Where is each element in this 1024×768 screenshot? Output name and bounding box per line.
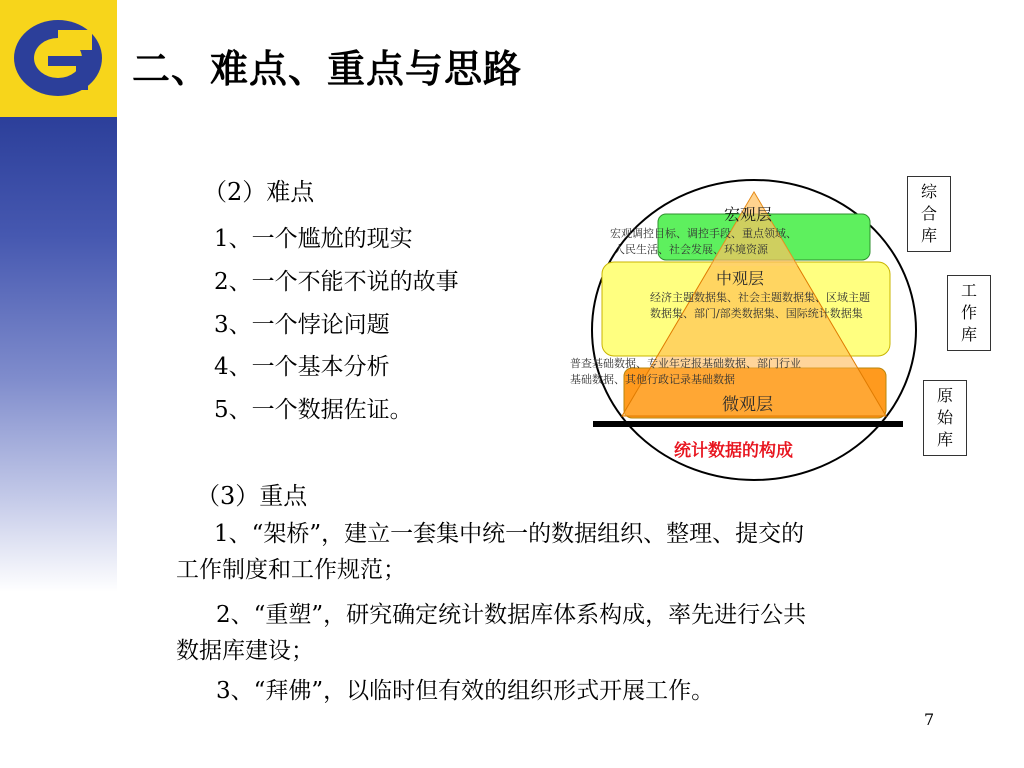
box-char: 库 [960, 325, 977, 344]
difficulty-item: 5、一个数据佐证。 [214, 397, 413, 423]
comprehensive-db-box [907, 176, 951, 252]
page-number: 7 [924, 710, 935, 729]
box-char: 原 [936, 386, 953, 405]
meso-layer-desc-line2: 数据集、部门/部类数据集、国际统计数据集 [650, 307, 863, 320]
box-char: 库 [936, 430, 953, 449]
box-char: 始 [936, 408, 953, 427]
working-db-box [947, 275, 991, 351]
box-char: 综 [920, 182, 937, 201]
diagram-caption: 统计数据的构成 [674, 441, 793, 461]
box-char: 工 [960, 281, 977, 300]
micro-layer-desc-line2: 基础数据、其他行政记录基础数据 [570, 373, 735, 386]
logo-panel [0, 0, 117, 117]
macro-layer-label: 宏观层 [724, 205, 773, 224]
difficulty-item: 3、一个悖论问题 [214, 312, 390, 338]
difficulty-item: 1、一个尴尬的现实 [214, 226, 413, 252]
keypoint-2-line2: 数据库建设； [176, 638, 314, 664]
difficulty-item: 2、一个不能不说的故事 [214, 269, 459, 295]
logo-icon [0, 0, 117, 117]
meso-layer-label: 中观层 [716, 269, 765, 288]
macro-layer-desc-line1: 宏观调控目标、调控手段、重点领域、 [610, 227, 797, 240]
micro-layer-desc-line1: 普查基础数据、专业年定报基础数据、部门行业 [570, 357, 801, 370]
sidebar-gradient-stripe [0, 117, 117, 592]
page-title: 二、难点、重点与思路 [132, 46, 523, 91]
keypoints-heading: （3）重点 [196, 482, 308, 510]
macro-layer-desc-line2: 人民生活、社会发展、环境资源 [614, 243, 768, 256]
keypoint-1-line1: 1、“架桥”，建立一套集中统一的数据组织、整理、提交的 [214, 521, 805, 547]
difficulty-item: 4、一个基本分析 [214, 354, 390, 380]
meso-layer-desc-line1: 经济主题数据集、社会主题数据集、区域主题 [650, 291, 870, 304]
keypoint-2-line1: 2、“重塑”，研究确定统计数据库体系构成，率先进行公共 [216, 602, 807, 628]
original-db-box [923, 380, 967, 456]
difficulties-heading: （2）难点 [203, 178, 315, 206]
box-char: 合 [920, 204, 937, 223]
keypoint-1-line2: 工作制度和工作规范； [176, 557, 406, 583]
keypoint-3: 3、“拜佛”，以临时但有效的组织形式开展工作。 [216, 678, 715, 704]
sidebar-decoration [0, 0, 117, 768]
box-char: 库 [920, 226, 937, 245]
box-char: 作 [960, 303, 977, 322]
micro-layer-label: 微观层 [722, 395, 773, 415]
